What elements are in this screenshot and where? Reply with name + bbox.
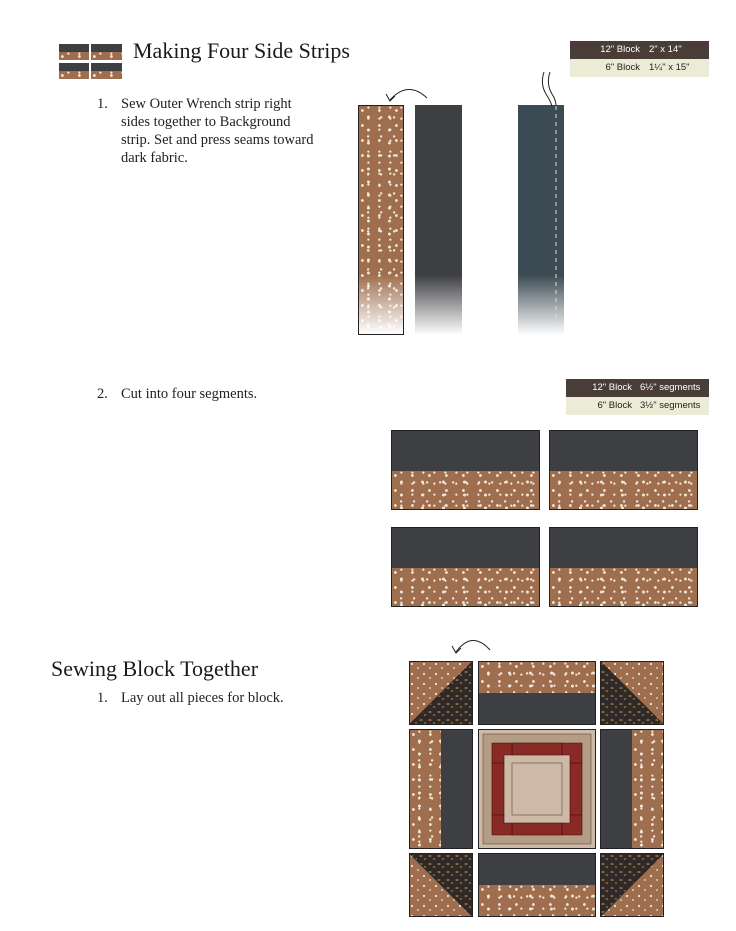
size-row: 12" Block 6½" segments	[566, 379, 709, 397]
step-1: 1. Lay out all pieces for block.	[97, 690, 284, 706]
flip-arrow-icon	[380, 82, 440, 106]
side-segment	[478, 661, 596, 725]
size-table	[566, 379, 709, 415]
segment	[391, 430, 540, 510]
corner-square	[600, 853, 664, 917]
size-row: 6" Block 3½" segments	[566, 397, 709, 415]
step-1-line: sides together to Background	[121, 114, 291, 130]
segment	[391, 527, 540, 607]
center-wrench	[478, 729, 596, 849]
segment	[549, 527, 698, 607]
step-1: 1. Sew Outer Wrench strip right sides together to Background strip. Set and press seams toward dark fabric.	[97, 96, 314, 166]
side-segment	[600, 729, 664, 849]
segment	[549, 430, 698, 510]
side-segment	[478, 853, 596, 917]
section-title: Making Four Side Strips	[133, 38, 350, 63]
block-layout	[409, 661, 664, 917]
step-1-line: Sew Outer Wrench strip right	[121, 96, 292, 112]
rotate-arrow-icon	[448, 632, 498, 658]
side-segment	[409, 729, 473, 849]
step-1-line: dark fabric.	[121, 150, 188, 166]
seam-thread-icon	[538, 70, 568, 330]
size-row: 12" Block 2" x 14"	[570, 41, 709, 59]
step-1-line: strip. Set and press seams toward	[121, 132, 314, 148]
size-row: 6" Block 1¼" x 15"	[570, 59, 709, 77]
dark-strip	[415, 105, 462, 335]
section-icon	[59, 44, 122, 80]
corner-square	[600, 661, 664, 725]
corner-square	[409, 661, 473, 725]
print-strip	[358, 105, 404, 335]
size-table	[570, 41, 709, 77]
step-2: 2. Cut into four segments.	[97, 386, 258, 402]
section-title: Sewing Block Together	[51, 656, 259, 681]
corner-square	[409, 853, 473, 917]
